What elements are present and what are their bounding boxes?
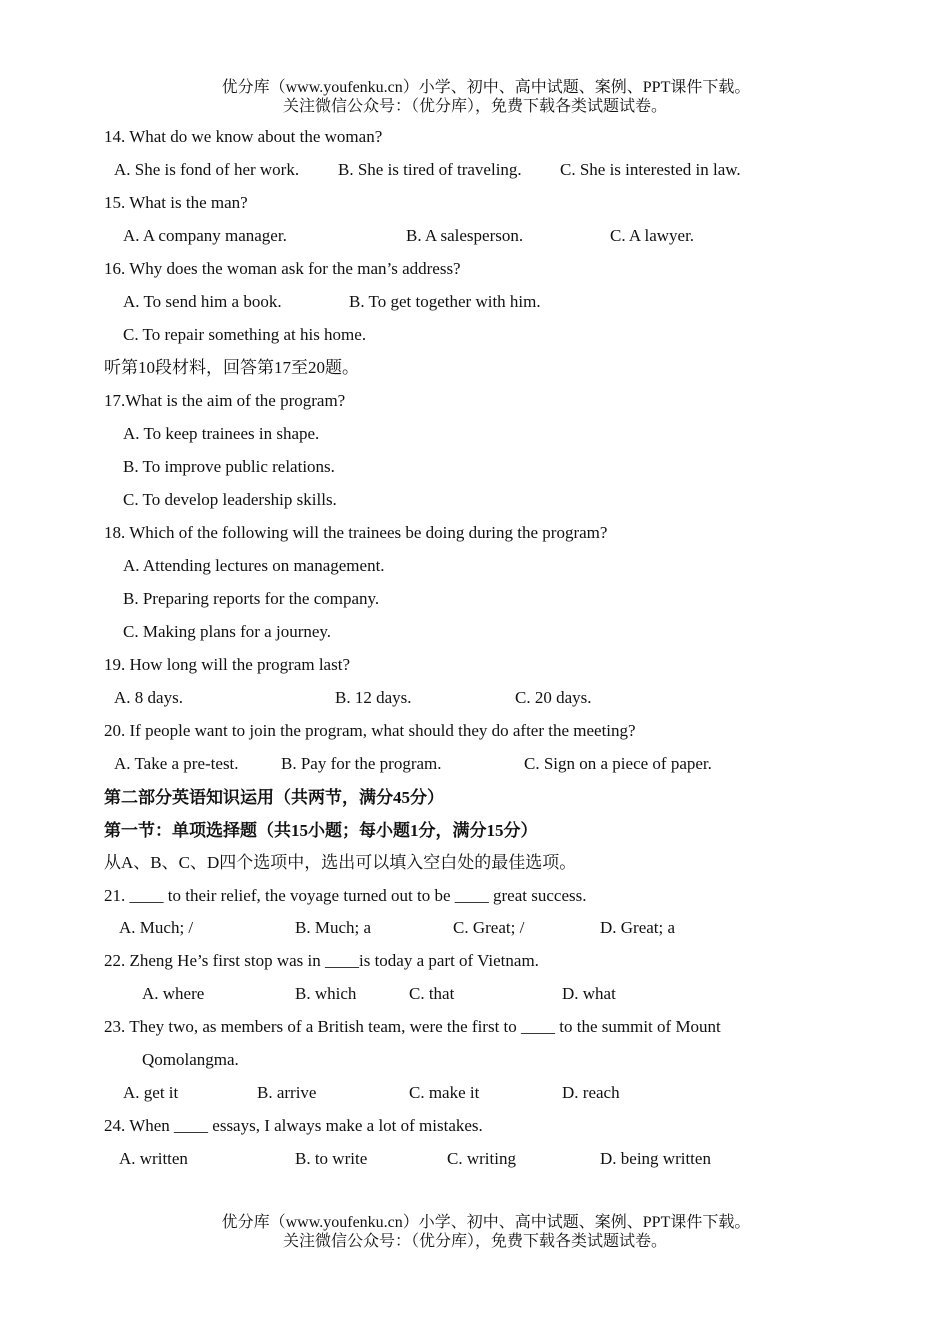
question-19-option-b: B. 12 days.: [335, 688, 412, 707]
question-22-stem: 22. Zheng He’s first stop was in ____is today a part of Vietnam.: [104, 951, 539, 970]
part-2-title: 第二部分英语知识运用（共两节，满分45分）: [104, 788, 444, 807]
question-17-option-c: C. To develop leadership skills.: [123, 490, 337, 509]
question-24-option-b: B. to write: [295, 1149, 368, 1168]
question-21-option-d: D. Great; a: [600, 918, 676, 937]
question-15-stem: 15. What is the man?: [104, 193, 248, 212]
question-19-stem: 19. How long will the program last?: [104, 655, 350, 674]
question-23-stem-continued: Qomolangma.: [142, 1050, 239, 1069]
question-17-option-a: A. To keep trainees in shape.: [123, 424, 320, 443]
question-16-option-c: C. To repair something at his home.: [123, 325, 367, 344]
question-15-option-a: A. A company manager.: [123, 226, 287, 245]
question-22-option-c: C. that: [409, 984, 455, 1003]
footer-line-1: 优分库（www.youfenku.cn）小学、初中、高中试题、案例、PPT课件下载。: [221, 1214, 751, 1231]
question-21-option-c: C. Great; /: [453, 918, 525, 937]
question-20-option-b: B. Pay for the program.: [281, 754, 442, 773]
question-21-option-b: B. Much; a: [295, 918, 372, 937]
page-footer: [0, 1213, 950, 1251]
question-18-option-a: A. Attending lectures on management.: [123, 556, 385, 575]
question-24-option-a: A. written: [119, 1149, 188, 1168]
question-16-option-b: B. To get together with him.: [349, 292, 541, 311]
question-23-option-b: B. arrive: [257, 1083, 317, 1102]
question-18-option-c: C. Making plans for a journey.: [123, 622, 332, 641]
question-24-stem: 24. When ____ essays, I always make a lot of mistakes.: [104, 1116, 483, 1135]
question-14-option-a: A. She is fond of her work.: [114, 160, 300, 179]
question-21-stem: 21. ____ to their relief, the voyage turned out to be ____ great success.: [104, 886, 587, 905]
question-22-option-d: D. what: [562, 984, 616, 1003]
question-23-option-c: C. make it: [409, 1083, 480, 1102]
header-line-1: 优分库（www.youfenku.cn）小学、初中、高中试题、案例、PPT课件下载。: [221, 79, 751, 96]
question-19-option-a: A. 8 days.: [114, 688, 183, 707]
question-17-stem: 17.What is the aim of the program?: [104, 391, 346, 410]
question-23-stem: 23. They two, as members of a British team, were the first to ____ to the summit of Mount: [104, 1017, 721, 1036]
question-19-option-c: C. 20 days.: [515, 688, 592, 707]
header-line-2: 关注微信公众号：（优分库），免费下载各类试题试卷。: [282, 98, 667, 115]
question-17-option-b: B. To improve public relations.: [123, 457, 335, 476]
question-20-option-a: A. Take a pre-test.: [114, 754, 239, 773]
question-24-option-c: C. writing: [447, 1149, 516, 1168]
page-header: [0, 78, 950, 116]
question-15-option-b: B. A salesperson.: [406, 226, 524, 245]
footer-line-2: 关注微信公众号：（优分库），免费下载各类试题试卷。: [282, 1233, 667, 1250]
question-14-option-b: B. She is tired of traveling.: [338, 160, 522, 179]
question-20-stem: 20. If people want to join the program, what should they do after the meeting?: [104, 721, 636, 740]
question-14-stem: 14. What do we know about the woman?: [104, 127, 383, 146]
question-18-option-b: B. Preparing reports for the company.: [123, 589, 380, 608]
section-1-instruction: 从A、B、C、D四个选项中，选出可以填入空白处的最佳选项。: [104, 853, 577, 872]
question-16-stem: 16. Why does the woman ask for the man’s address?: [104, 259, 461, 278]
listening-section-10-instruction: 听第10段材料，回答第17至20题。: [104, 358, 359, 377]
question-23-option-a: A. get it: [123, 1083, 179, 1102]
question-22-option-b: B. which: [295, 984, 357, 1003]
question-15-option-c: C. A lawyer.: [610, 226, 695, 245]
question-24-option-d: D. being written: [600, 1149, 711, 1168]
question-18-stem: 18. Which of the following will the trainees be doing during the program?: [104, 523, 608, 542]
question-20-option-c: C. Sign on a piece of paper.: [524, 754, 712, 773]
question-14-option-c: C. She is interested in law.: [560, 160, 741, 179]
question-21-option-a: A. Much; /: [119, 918, 194, 937]
question-23-option-d: D. reach: [562, 1083, 620, 1102]
question-16-option-a: A. To send him a book.: [123, 292, 282, 311]
section-1-title: 第一节：单项选择题（共15小题；每小题1分，满分15分）: [104, 821, 538, 840]
question-22-option-a: A. where: [142, 984, 205, 1003]
